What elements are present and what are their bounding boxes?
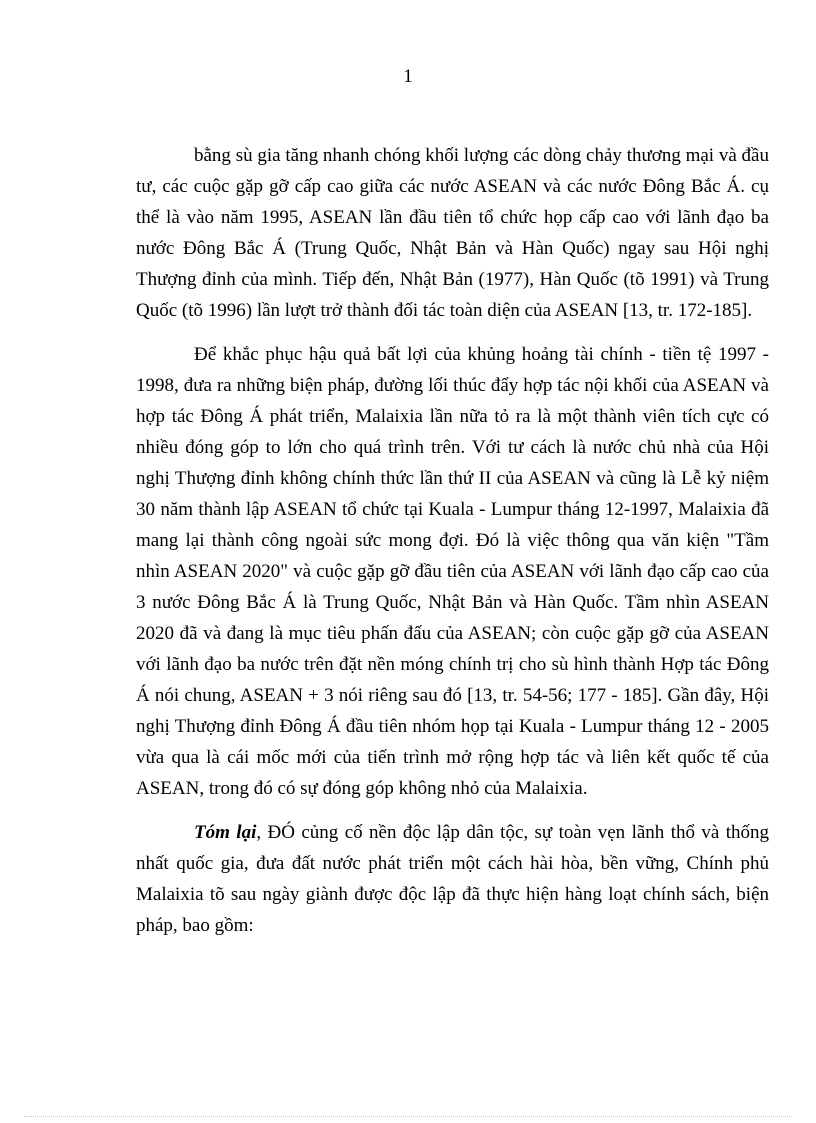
- document-body: [136, 140, 769, 941]
- paragraph: [136, 817, 769, 941]
- paragraph-text: , ĐÓ củng cố nền độc lập dân tộc, sự toàn vẹn lãnh thổ và thống nhất quốc gia, đưa đất nước phát triển một cách hài hòa, bền vững, Chính phủ Malaixia tõ sau ngày giành được độc lập đã thực hiện hàng loạt chính sách, biện pháp, bao gồm:: [136, 822, 769, 936]
- paragraph-text: bằng sù gia tăng nhanh chóng khối lượng các dòng chảy thương mại và đầu tư, các cuộc gặp gỡ cấp cao giữa các nước ASEAN và các nước Đông Bắc Á. cụ thể là vào năm 1995, ASEAN lần đầu tiên tổ chức họp cấp cao với lãnh đạo ba nước Đông Bắc Á (Trung Quốc, Nhật Bản và Hàn Quốc) ngay sau Hội nghị Thượng đỉnh của mình. Tiếp đến, Nhật Bản (1977), Hàn Quốc (tõ 1991) và Trung Quốc (tõ 1996) lần lượt trở thành đối tác toàn diện của ASEAN [13, tr. 172-185].: [136, 145, 769, 321]
- paragraph: [136, 339, 769, 804]
- paragraph: [136, 140, 769, 326]
- page-number: 1: [403, 66, 413, 87]
- paragraph-text: Để khắc phục hậu quả bất lợi của khủng hoảng tài chính - tiền tệ 1997 - 1998, đưa ra những biện pháp, đường lối thúc đẩy hợp tác nội khối của ASEAN và hợp tác Đông Á phát triển, Malaixia lần nữa tỏ ra là một thành viên tích cực có nhiều đóng góp to lớn cho quá trình trên. Với tư cách là nước chủ nhà của Hội nghị Thượng đỉnh không chính thức lần thứ II của ASEAN và cũng là Lễ kỷ niệm 30 năm thành lập ASEAN tổ chức tại Kuala - Lumpur tháng 12-1997, Malaixia đã mang lại thành công ngoài sức mong đợi. Đó là việc thông qua văn kiện "Tầm nhìn ASEAN 2020" và cuộc gặp gỡ đầu tiên của ASEAN với lãnh đạo cấp cao của 3 nước Đông Bắc Á là Trung Quốc, Nhật Bản và Hàn Quốc. Tầm nhìn ASEAN 2020 đã và đang là mục tiêu phấn đấu của ASEAN; còn cuộc gặp gỡ của ASEAN với lãnh đạo ba nước trên đặt nền móng chính trị cho sù hình thành Hợp tác Đông Á nói chung, ASEAN + 3 nói riêng sau đó [13, tr. 54-56; 177 - 185]. Gần đây, Hội nghị Thượng đỉnh Đông Á đầu tiên nhóm họp tại Kuala - Lumpur tháng 12 - 2005 vừa qua là cái mốc mới của tiến trình mở rộng hợp tác và liên kết quốc tế của ASEAN, trong đó có sự đóng góp không nhỏ của Malaixia.: [136, 344, 769, 799]
- paragraph-lead-in: Tóm lại: [194, 822, 257, 843]
- page-bottom-divider: [24, 1116, 792, 1117]
